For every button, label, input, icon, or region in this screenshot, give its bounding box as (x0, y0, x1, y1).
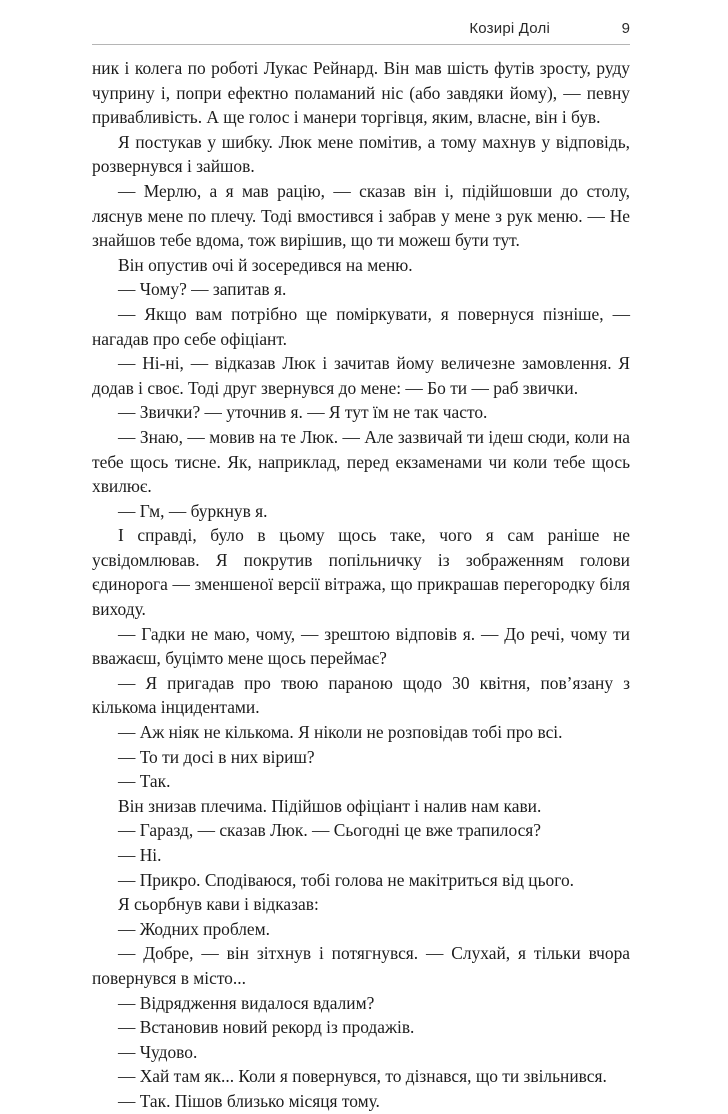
paragraph: — Знаю, — мовив на те Люк. — Але зазвичай ти ідеш сюди, коли на тебе щось тисне. Як, наприклад, перед екзаменами чи коли тебе щось хвилює. (92, 426, 630, 497)
paragraph: Я постукав у шибку. Люк мене помітив, а тому махнув у відповідь, розвернувся і зайшов. (92, 131, 630, 177)
paragraph: — Так. Пішов близько місяця тому. (118, 1090, 380, 1111)
paragraph: — Відрядження видалося вдалим? (118, 992, 375, 1013)
paragraph: — Ні-ні, — відказав Люк і зачитав йому величезне замовлення. Я додав і своє. Тоді друг звернувся до мене: — Бо ти — раб звички. (92, 353, 630, 398)
paragraph: Він опустив очі й зосередився на меню. (118, 254, 413, 275)
paragraph: — Мерлю, а я мав рацію, — сказав він і, підійшовши до столу, ляснув мене по плечу. Тоді вмостився і забрав у мене з рук меню. — Не знайшов тебе вдома, тож вирішив, що ти можеш бути тут. (92, 180, 630, 251)
paragraph: — Гаразд, — сказав Люк. — Сьогодні це вже трапилося? (118, 820, 542, 841)
paragraph: — Я пригадав про твою параною щодо 30 квітня, пов’язану з кількома інцидентами. (92, 672, 630, 718)
text-body (92, 56, 630, 1114)
paragraph: — Жодних проблем. (118, 918, 270, 939)
paragraph: — Аж ніяк не кількома. Я ніколи не розповідав тобі про всі. (118, 722, 563, 743)
paragraph: — Встановив новий рекорд із продажів. (118, 1017, 415, 1038)
paragraph: — Добре, — він зітхнув і потягнувся. — Слухай, я тільки вчора повернувся в місто... (92, 943, 630, 988)
running-header (92, 18, 630, 45)
book-title: Козирі Долі (469, 20, 550, 37)
paragraph: — Гм, — буркнув я. (118, 500, 268, 521)
paragraph: — То ти досі в них віриш? (118, 746, 315, 767)
paragraph: — Звички? — уточнив я. — Я тут їм не так часто. (118, 402, 488, 423)
paragraph: — Гадки не маю, чому, — зрештою відповів я. — До речі, чому ти вважаєш, буцімто мене щось переймає? (92, 623, 630, 669)
paragraph: — Чому? — запитав я. (118, 279, 287, 300)
paragraph: ник і колега по роботі Лукас Рейнард. Він мав шість футів зросту, руду чуприну і, попри ефектно поламаний ніс (або завдяки йому), — певну привабливість. А ще голос і манери торгівця, яким, власне, він і був. (92, 58, 630, 128)
paragraph: — Прикро. Сподіваюся, тобі голова не макітриться від цього. (118, 869, 574, 890)
paragraph: Він знизав плечима. Підійшов офіціант і налив нам кави. (118, 795, 542, 816)
page-number: 9 (621, 20, 630, 37)
paragraph: — Чудово. (118, 1041, 198, 1062)
paragraph: Я сьорбнув кави і відказав: (118, 894, 319, 915)
paragraph: — Якщо вам потрібно ще поміркувати, я повернуся пізніше, — нагадав про себе офіціант. (92, 303, 630, 349)
paragraph: — Ні. (118, 845, 162, 865)
paragraph: І справді, було в цьому щось таке, чого я сам раніше не усвідомлював. Я покрутив попільничку із зображенням голови єдинорога — зменшеної версії вітража, що прикрашав перегородку біля виходу. (92, 525, 630, 620)
paragraph: — Хай там як... Коли я повернувся, то дізнався, що ти звільнився. (118, 1066, 607, 1087)
paragraph: — Так. (118, 771, 171, 792)
